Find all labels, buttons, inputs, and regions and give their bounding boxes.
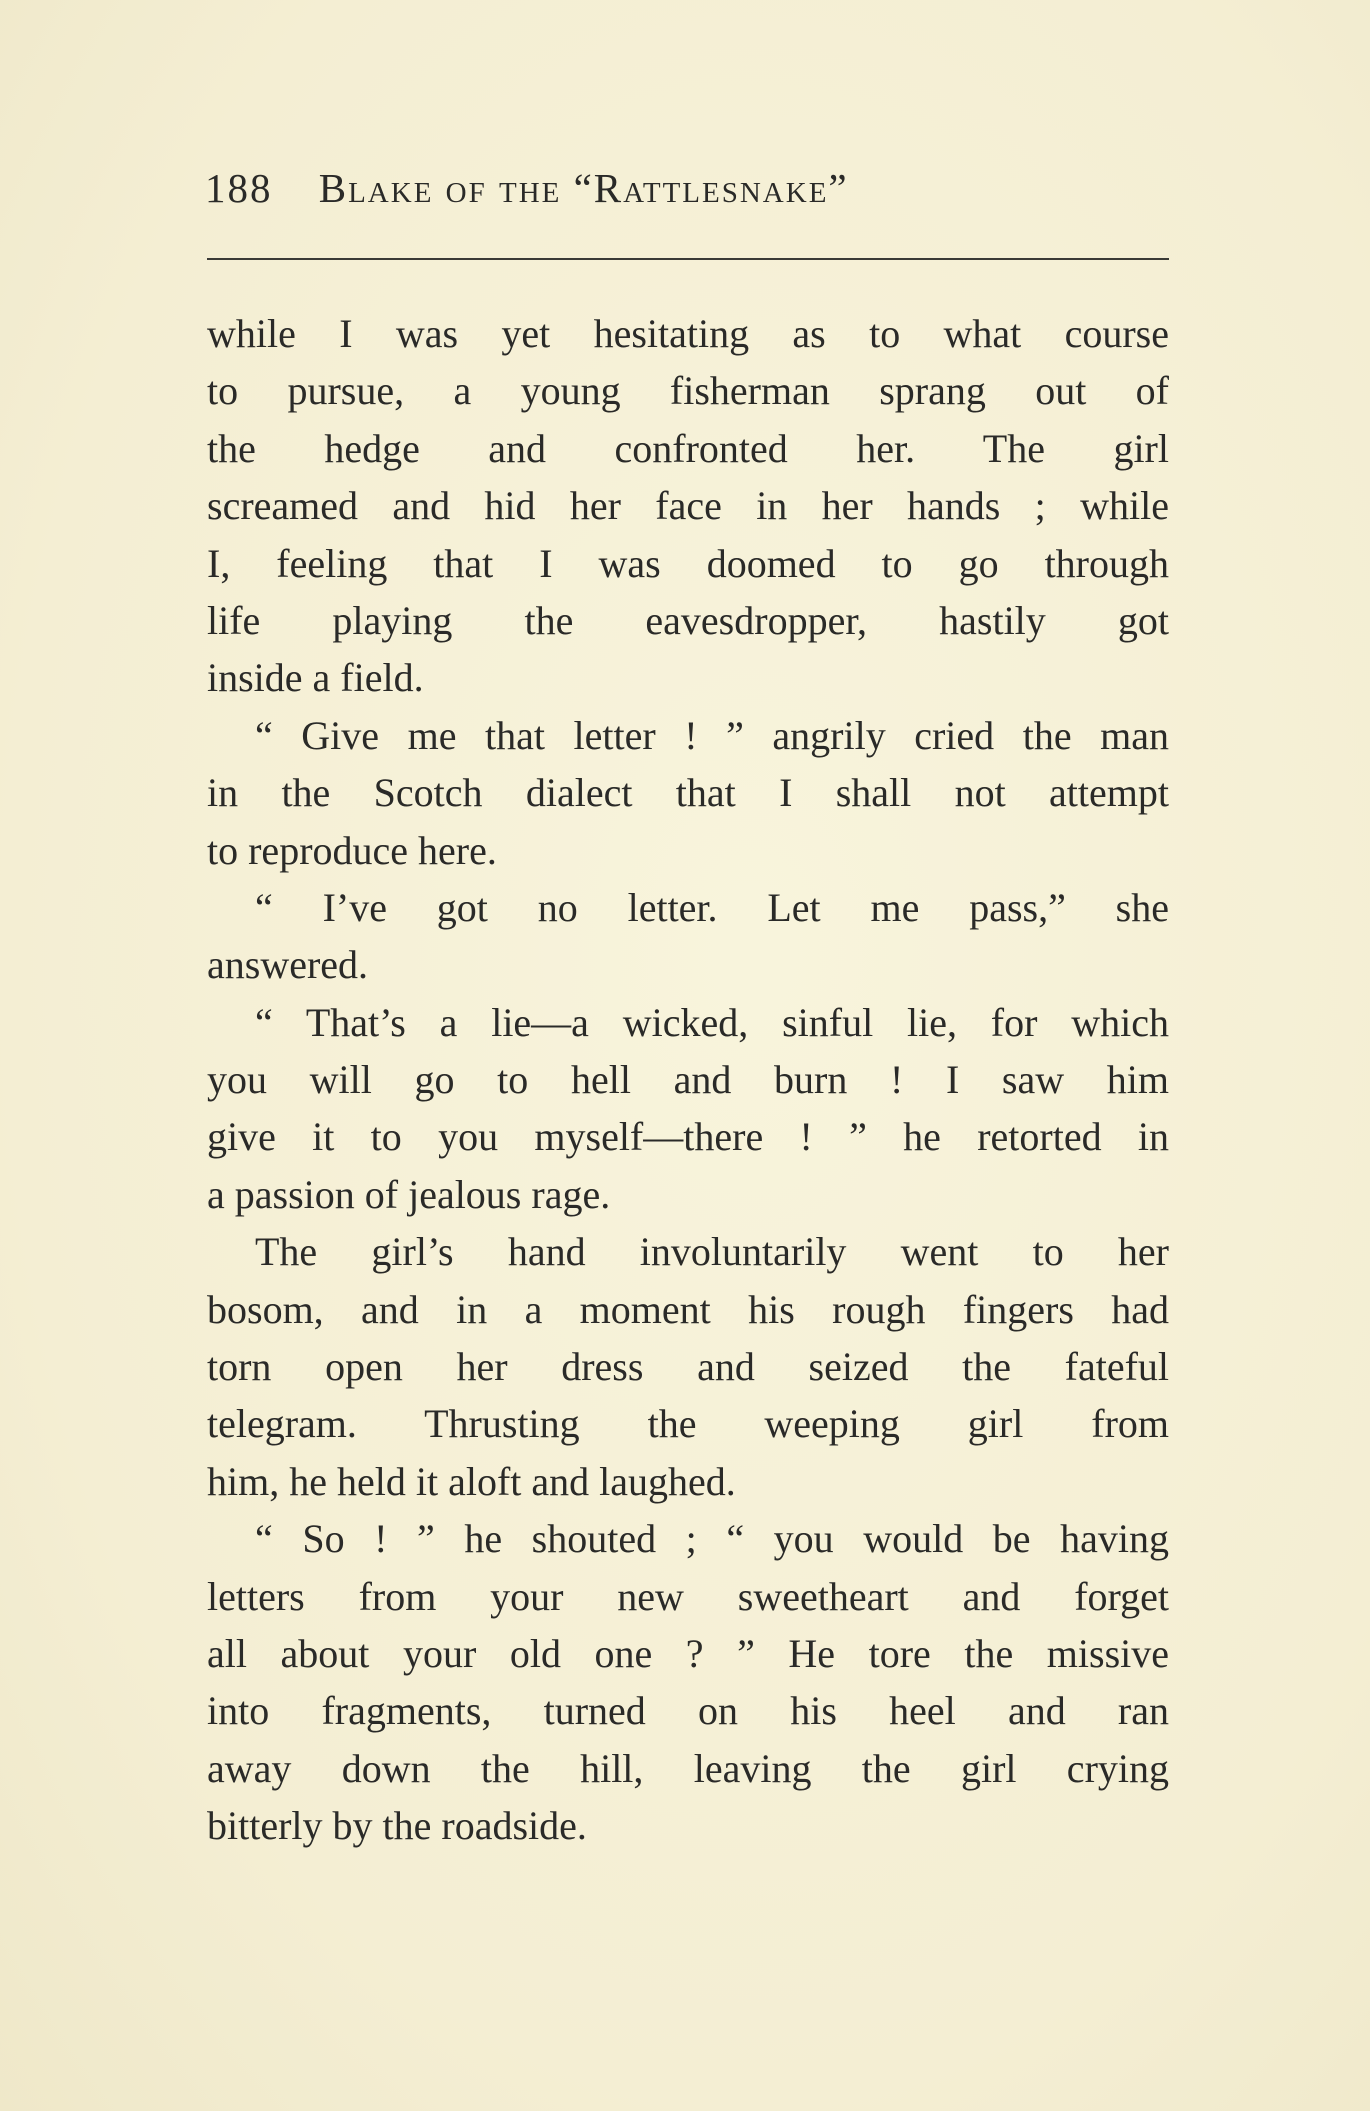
- text-line: screamed and hid her face in her hands ; while: [207, 483, 1169, 529]
- text-line: in the Scotch dialect that I shall not attempt: [207, 770, 1169, 816]
- text-line: The girl’s hand involuntarily went to her: [255, 1229, 1169, 1275]
- text-line: him, he held it aloft and laughed.: [207, 1458, 736, 1504]
- text-line: bosom, and in a moment his rough fingers had: [207, 1286, 1169, 1332]
- text-line: into fragments, turned on his heel and ran: [207, 1688, 1169, 1734]
- text-line: you will go to hell and burn ! I saw him: [207, 1057, 1169, 1103]
- text-line: telegram. Thrusting the weeping girl from: [207, 1401, 1169, 1447]
- body-text: [207, 305, 1169, 1855]
- text-line: inside a field.: [207, 655, 424, 701]
- text-line: life playing the eavesdropper, hastily got: [207, 597, 1169, 643]
- text-line: to reproduce here.: [207, 827, 497, 873]
- page-number: 188: [205, 165, 273, 211]
- text-line: I, feeling that I was doomed to go through: [207, 540, 1169, 586]
- running-title: Blake of the “Rattlesnake”: [318, 165, 849, 211]
- text-line: all about your old one ? ” He tore the missive: [207, 1630, 1169, 1676]
- text-line: to pursue, a young fisherman sprang out of: [207, 368, 1169, 414]
- text-line: away down the hill, leaving the girl crying: [207, 1745, 1169, 1791]
- text-line: give it to you myself—there ! ” he retorted in: [207, 1114, 1169, 1160]
- header-rule: [207, 258, 1169, 260]
- text-line: “ So ! ” he shouted ; “ you would be having: [255, 1516, 1169, 1562]
- text-line: answered.: [207, 942, 369, 988]
- text-line: torn open her dress and seized the fateful: [207, 1344, 1169, 1390]
- running-head: [205, 158, 1165, 218]
- text-line: the hedge and confronted her. The girl: [207, 425, 1169, 471]
- text-line: “ I’ve got no letter. Let me pass,” she: [255, 884, 1169, 930]
- text-line: while I was yet hesitating as to what course: [207, 311, 1169, 356]
- text-line: letters from your new sweetheart and forget: [207, 1573, 1169, 1619]
- text-line: “ Give me that letter ! ” angrily cried the man: [255, 712, 1169, 758]
- text-line: “ That’s a lie—a wicked, sinful lie, for which: [255, 999, 1169, 1045]
- text-line: a passion of jealous rage.: [207, 1171, 611, 1217]
- text-line: bitterly by the roadside.: [207, 1803, 587, 1849]
